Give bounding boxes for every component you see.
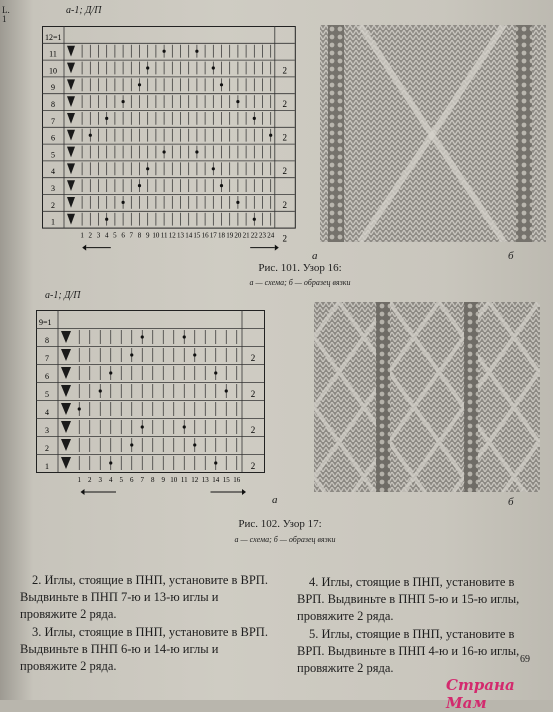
column-number: 7 [140,476,144,484]
row-number: 10 [49,66,57,76]
column-number: 15 [222,476,230,484]
fig101-knit-sample-photo [320,25,546,242]
dot-mark [195,150,198,153]
knit-texture-image [314,302,540,492]
dot-mark [236,201,239,204]
column-number: 3 [98,476,102,484]
dot-mark [122,100,125,103]
dot-mark [130,443,133,446]
row-repeat-mark: 2 [282,233,288,244]
fig102-subcaption: а — схема; б — образец вязки [234,535,336,544]
row-triangle-icon [67,79,75,90]
column-number: 14 [212,476,220,484]
row-number: 4 [45,408,49,417]
dot-mark [236,100,239,103]
row-repeat-mark: 2 [250,353,256,363]
dot-mark [99,389,102,392]
column-number: 22 [250,231,258,240]
row-triangle-icon [67,113,75,124]
column-number: 10 [170,476,178,484]
row-triangle-icon [67,163,75,174]
dot-mark [212,167,215,170]
row-triangle-icon [61,349,71,361]
paragraph-5: 5. Иглы, стоящие в ПНП, установите в ВРП. Выдвиньте в ПНП 4-ю и 16-ю иглы, провяжите 2 ряда. [297,627,520,675]
row-triangle-icon [61,331,71,343]
row-triangle-icon [67,197,75,208]
arrow-right-icon [242,489,246,495]
dot-mark [253,218,256,221]
dot-mark [146,66,149,69]
column-number: 24 [267,231,275,240]
dot-mark [212,66,215,69]
dot-mark [183,425,186,428]
column-number: 17 [209,231,217,240]
page-number: 69 [520,654,530,665]
row-triangle-icon [61,403,71,415]
fig102-caption: Рис. 102. Узор 17: [238,518,322,530]
dot-mark [163,50,166,53]
fig102-schema-letter: а [272,494,278,506]
row-triangle-icon [61,385,71,397]
column-number: 18 [218,231,225,240]
row-number: 8 [45,336,49,345]
dot-mark [78,407,81,410]
rows-header-label: 9=1 [39,318,52,327]
column-number: 21 [242,231,250,240]
row-number: 2 [51,200,55,210]
dot-mark [105,218,108,221]
row-triangle-icon [67,214,75,225]
column-number: 8 [137,231,142,240]
row-triangle-icon [67,96,75,107]
watermark-logo: Страна Мам [446,676,515,712]
row-repeat-mark: 2 [282,99,288,109]
dot-mark [214,371,217,374]
column-number: 1 [80,231,84,240]
arrow-left-icon [82,245,86,251]
column-number: 6 [121,231,125,240]
arrow-right-icon [275,245,279,251]
column-number: 20 [234,231,242,240]
column-number: 11 [180,476,188,484]
row-number: 3 [45,426,49,435]
dot-mark [141,425,144,428]
dot-mark [146,167,149,170]
fig102-photo-letter: б [508,496,514,508]
row-triangle-icon [61,457,71,469]
row-repeat-mark: 2 [250,461,256,471]
dot-mark [220,83,223,86]
paragraph-2: 2. Иглы, стоящие в ПНП, установите в ВРП. Выдвиньте в ПНП 7-ю и 13-ю иглы и провяжите 2 ряда. [20,573,268,621]
row-number: 7 [51,116,55,126]
dot-mark [105,117,108,120]
row-repeat-mark: 2 [282,199,288,210]
dot-mark [220,184,223,187]
fig101-subcaption: а — схема; б — образец вязки [249,278,351,287]
row-number: 9 [51,83,55,93]
dot-mark [195,50,198,53]
grid-frame [37,311,265,473]
schema-svg [42,26,297,254]
paragraph-4: 4. Иглы, стоящие в ПНП, установите в ВРП. Выдвиньте в ПНП 5-ю и 15-ю иглы, провяжите 2 ряда. [297,575,520,623]
row-triangle-icon [67,147,75,158]
row-number: 8 [51,100,55,109]
fig102-schema-grid [36,310,266,498]
column-number: 7 [129,231,134,240]
row-triangle-icon [61,367,71,379]
row-triangle-icon [67,180,75,191]
column-number: 5 [119,476,123,484]
row-number: 1 [51,217,55,227]
column-number: 14 [185,231,193,240]
row-repeat-mark: 2 [250,389,256,399]
row-number: 1 [45,462,49,471]
row-repeat-mark: 2 [250,425,256,435]
fig101-caption: Рис. 101. Узор 16: [258,262,342,274]
dot-mark [109,461,112,464]
column-number: 3 [96,231,101,240]
fig101-schema-letter: а [312,250,318,262]
dot-mark [225,389,228,392]
row-repeat-mark: 2 [282,132,288,143]
column-number: 12 [168,231,176,240]
dot-mark [141,335,144,338]
column-number: 23 [259,231,266,240]
row-number: 5 [45,390,49,399]
column-number: 2 [88,231,93,240]
column-number: 13 [177,231,184,240]
fig102-formula: a-1; Д/П [45,290,81,301]
dot-mark [163,150,166,153]
row-triangle-icon [67,130,75,141]
row-number: 3 [51,184,55,193]
row-triangle-icon [67,46,75,57]
row-number: 7 [45,354,49,363]
row-number: 2 [45,444,49,453]
fig101-photo-letter: б [508,250,514,262]
column-number: 19 [226,231,234,240]
dot-mark [138,184,141,187]
dot-mark [193,443,196,446]
row-number: 6 [45,372,49,381]
column-number: 13 [201,476,209,484]
column-number: 16 [233,476,241,484]
dot-mark [122,201,125,204]
dot-mark [130,353,133,356]
dot-mark [109,371,112,374]
row-number: 6 [51,133,55,143]
fig101-formula: a-1; Д/П [66,5,102,16]
column-number: 12 [191,476,199,484]
row-repeat-mark: 2 [282,65,288,76]
column-number: 11 [160,231,168,240]
column-number: 10 [152,231,160,240]
column-number: 16 [201,231,209,240]
column-number: 4 [109,476,113,484]
fig101-schema-grid [42,26,297,254]
column-number: 2 [88,476,92,484]
dot-mark [183,335,186,338]
row-number: 5 [51,150,55,160]
row-repeat-mark: 2 [282,166,288,177]
column-number: 4 [104,231,109,240]
dot-mark [253,117,256,120]
column-number: 8 [151,476,155,484]
column-number: 1 [77,476,81,484]
row-triangle-icon [61,421,71,433]
fig102-knit-sample-photo [314,302,540,492]
row-triangle-icon [61,439,71,451]
dot-mark [193,353,196,356]
knit-texture-image [320,25,546,242]
arrow-left-icon [81,489,85,495]
margin-mark: L. 1 [2,5,10,24]
dot-mark [89,134,92,137]
row-number: 4 [51,167,55,177]
column-number: 6 [130,476,134,484]
rows-header-label: 12=1 [45,32,62,42]
dot-mark [269,134,272,137]
dot-mark [138,83,141,86]
column-number: 5 [113,231,117,240]
dot-mark [214,461,217,464]
paragraph-3: 3. Иглы, стоящие в ПНП, установите в ВРП. Выдвиньте в ПНП 6-ю и 14-ю иглы и провяжите 2 ряда. [20,625,268,673]
column-number: 9 [145,231,150,240]
column-number: 9 [161,476,165,484]
row-triangle-icon [67,63,75,74]
column-number: 15 [193,231,201,240]
schema-svg [36,310,266,498]
row-number: 11 [49,49,57,59]
